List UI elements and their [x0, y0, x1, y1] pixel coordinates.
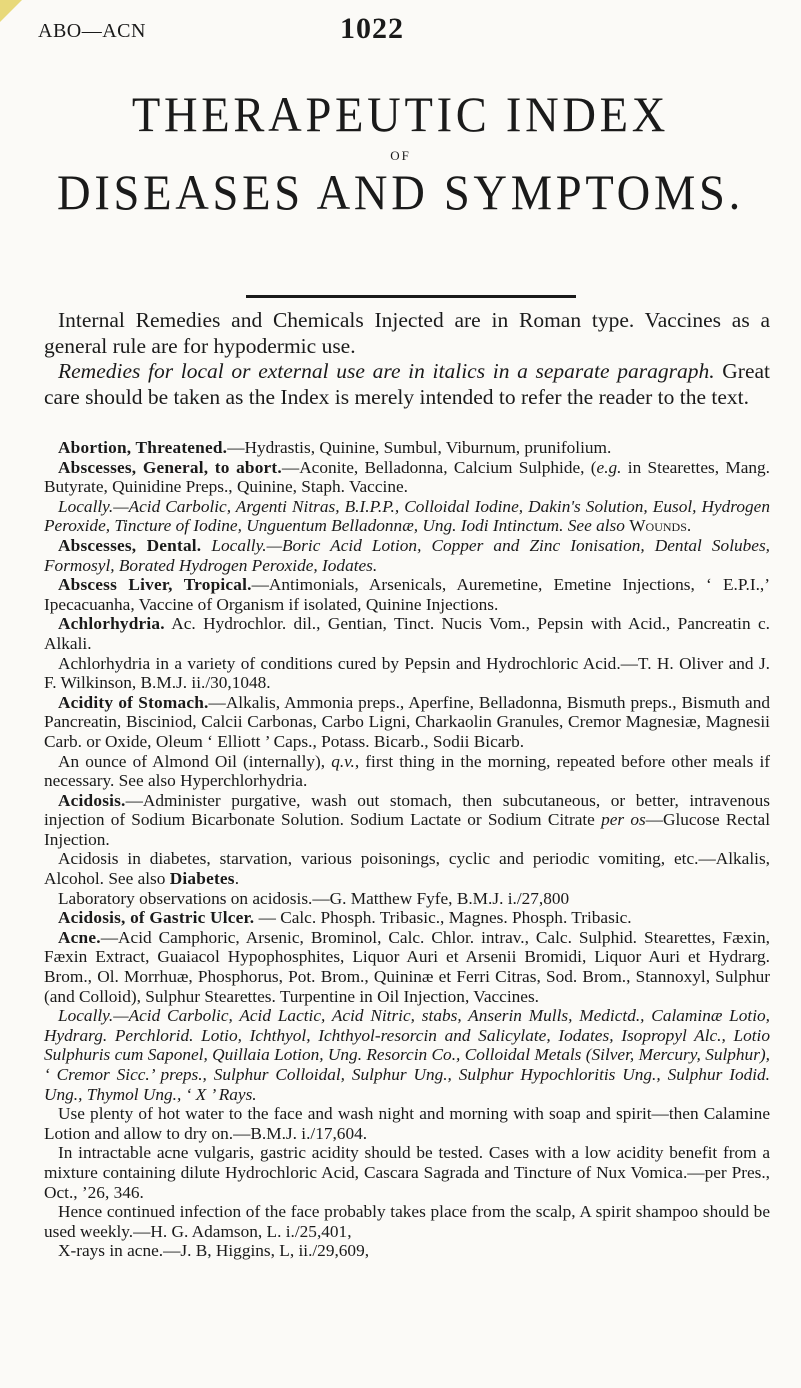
entry-text: In intractable acne vulgaris, gastric acidity should be tested. Cases with a low acidity benefit from a mixture containing dilute Hydrochloric Acid, Cascara Sagrada and Tincture of Nux Vomica.—per Pres., Oct., ’26, 346. — [44, 1143, 770, 1202]
entry-cross-reference: Wounds — [629, 516, 687, 536]
index-entry — [44, 693, 770, 752]
entry-italic: e.g. — [596, 457, 622, 477]
entry-italic: q.v. — [331, 751, 355, 771]
index-entry — [44, 497, 770, 536]
entry-text: —Alkalis, Ammonia preps., Aperfine, Belladonna, Bismuth preps., Bismuth and Pancreatin, Bisciniod, Calcii Carbonas, Carbo Ligni, Charkaolin Granules, Cremor Magnesiæ, Magnesii Carb. or Oxide, Oleum ‘ Elliott ’ Caps., Potass. Bicarb., Sodii Bicarb. — [44, 692, 770, 751]
title-of: OF — [390, 148, 411, 163]
index-entry — [44, 752, 770, 791]
entry-headword: Acidity of Stomach. — [58, 692, 209, 712]
entry-text: —Acid Camphoric, Arsenic, Brominol, Calc. Chlor. intrav., Calc. Sulphid. Stearettes, Fæxin, Fæxin Extract, Guaiacol Hypophosphites, Liquor Auri et Arsenii Bromidi, Liquor Auri et Hydrarg. Brom., Ol. Morrhuæ, Phosphorus, Pot. Brom., Quininæ et Ferri Citras, Sod. Brom., Stannoxyl, Sulphur (and Colloid), Sulphur Stearettes. Turpentine in Oil Injection, Vaccines. — [44, 927, 770, 1006]
entry-text: —Hydrastis, Quinine, Sumbul, Viburnum, prunifolium. — [227, 438, 612, 457]
entry-headword: Acidosis. — [58, 790, 126, 810]
index-entry — [44, 654, 770, 693]
index-entry — [44, 928, 770, 1006]
entry-headword: Abscesses, Dental. — [58, 535, 202, 555]
entry-text: Laboratory observations on acidosis.—G. Matthew Fyfe, B.M.J. i./27,800 — [58, 888, 570, 908]
index-entry — [44, 1143, 770, 1202]
entry-text: —Antimonials, Arsenicals, Auremetine, Emetine Injections, ‘ E.P.I.,’ Ipecacuanha, Vaccine of Organism if isolated, Quinine Injections. — [44, 575, 770, 614]
running-head — [0, 8, 801, 48]
entry-text: Use plenty of hot water to the face and wash night and morning with soap and spirit—then Calamine Lotion and allow to dry on.—B.M.J. i./17,604. — [44, 1104, 770, 1143]
title-rule — [246, 295, 576, 298]
entry-text: Achlorhydria in a variety of conditions cured by Pepsin and Hydrochloric Acid.—T. H. Oliver and J. F. Wilkinson, B.M.J. ii./30,1048. — [44, 653, 770, 693]
index-entry — [44, 1104, 770, 1143]
entry-text: , first thing in the morning, repeated before other meals if necessary. See also Hyperchlorhydria. — [44, 751, 771, 791]
entry-text: Hence continued infection of the face probably takes place from the scalp, A spirit shampoo should be used weekly.—H. G. Adamson, L. i./25,401, — [44, 1202, 770, 1241]
title-block — [0, 86, 801, 220]
index-entry — [44, 1006, 770, 1104]
entry-headword: Achlorhydria. — [58, 614, 165, 634]
index-entries — [44, 438, 770, 1261]
index-entry — [44, 889, 770, 909]
index-entry — [44, 458, 770, 497]
entry-text: An ounce of Almond Oil (internally), — [58, 751, 332, 771]
index-entry — [44, 438, 770, 458]
entry-headword: Abscesses, General, to abort. — [58, 457, 282, 477]
entry-italic: Locally.—Boric Acid Lotion, Copper and Zinc Ionisation, Dental Solubes, Formosyl, Borated Hydrogen Peroxide, Iodates. — [44, 535, 770, 575]
entry-cross-reference: Diabetes — [169, 869, 235, 889]
entry-text: —Aconite, Belladonna, Calcium Sulphide, ( — [281, 457, 597, 477]
entry-italic: per os — [601, 810, 646, 830]
section-range: ABO—ACN — [38, 20, 146, 42]
entry-headword: Acne. — [58, 927, 101, 947]
title-line-1: THERAPEUTIC INDEX — [131, 86, 670, 142]
entry-text: — Calc. Phosph. Tribasic., Magnes. Phosph. Tribasic. — [254, 908, 632, 928]
intro-note-rest: Great care should be taken as the Index is merely intended to refer the reader to the text. — [44, 359, 770, 409]
entry-text: Acidosis in diabetes, starvation, various poisonings, cyclic and periodic vomiting, etc.—Alkalis, Alcohol. See also — [44, 849, 770, 889]
index-entry — [44, 1202, 770, 1241]
entry-text: Ac. Hydrochlor. dil., Gentian, Tinct. Nucis Vom., Pepsin with Acid., Pancreatin c. Alkali. — [44, 614, 770, 653]
intro-paragraph-1: Internal Remedies and Chemicals Injected are in Roman type. Vaccines as a general rule are for hypodermic use. — [44, 308, 770, 358]
index-entry — [44, 791, 770, 850]
index-entry — [44, 575, 770, 614]
page-number: 1022 — [340, 12, 404, 45]
index-entry — [44, 908, 770, 928]
index-entry — [44, 536, 770, 575]
entry-text: —Glucose Rectal Injection. — [44, 810, 770, 849]
entry-headword: Abscess Liver, Tropical. — [58, 575, 252, 595]
entry-italic: Locally.—Acid Carbolic, Argenti Nitras, B.I.P.P., Colloidal Iodine, Dakin's Solution, Eusol, Hydrogen Peroxide, Tincture of Iodine, Unguentum Belladonnæ, Ung. Iodi Intinctum. See also — [44, 496, 770, 536]
intro-italic-note: Remedies for local or external use are in italics in a separate paragraph. — [58, 359, 715, 383]
entry-headword: Acidosis, of Gastric Ulcer. — [58, 908, 255, 928]
entry-text: —Administer purgative, wash out stomach, then subcutaneous, or better, intravenous injection of Sodium Bicarbonate Solution. Sodium Lactate or Sodium Citrate — [44, 790, 770, 830]
intro-paragraph-2 — [44, 359, 770, 410]
entry-headword: Abortion, Threatened. — [58, 438, 228, 457]
entry-text: X-rays in acne.—J. B, Higgins, L, ii./29,609, — [58, 1241, 370, 1261]
index-entry — [44, 1241, 770, 1261]
index-entry — [44, 614, 770, 653]
title-line-2: DISEASES AND SYMPTOMS. — [57, 164, 744, 220]
index-entry — [44, 849, 770, 888]
entry-text: . — [686, 516, 692, 536]
intro-text — [44, 308, 770, 410]
entry-italic: Locally.—Acid Carbolic, Acid Lactic, Acid Nitric, stabs, Anserin Mulls, Medictd., Calaminæ Lotio, Hydrarg. Perchlorid. Lotio, Ichthyol, Ichthyol-resorcin and Salicylate, Iodates, Isopropyl Alc., Lotio Sulphuris cum Saponel, Quillaia Lotion, Ung. Resorcin Co., Colloidal Metals (Silver, Mercury, Sulphur), ‘ Cremor Sicc.’ preps., Sulphur Colloidal, Sulphur Ung., Sulphur Hypochloritis Ung., Sulphur Iodid. Ung., Thymol Ung., ‘ X ’ Rays. — [44, 1006, 770, 1104]
entry-text: in Stearettes, Mang. Butyrate, Quinidine Preps., Quinine, Staph. Vaccine. — [44, 457, 770, 497]
entry-text: . — [234, 869, 240, 889]
